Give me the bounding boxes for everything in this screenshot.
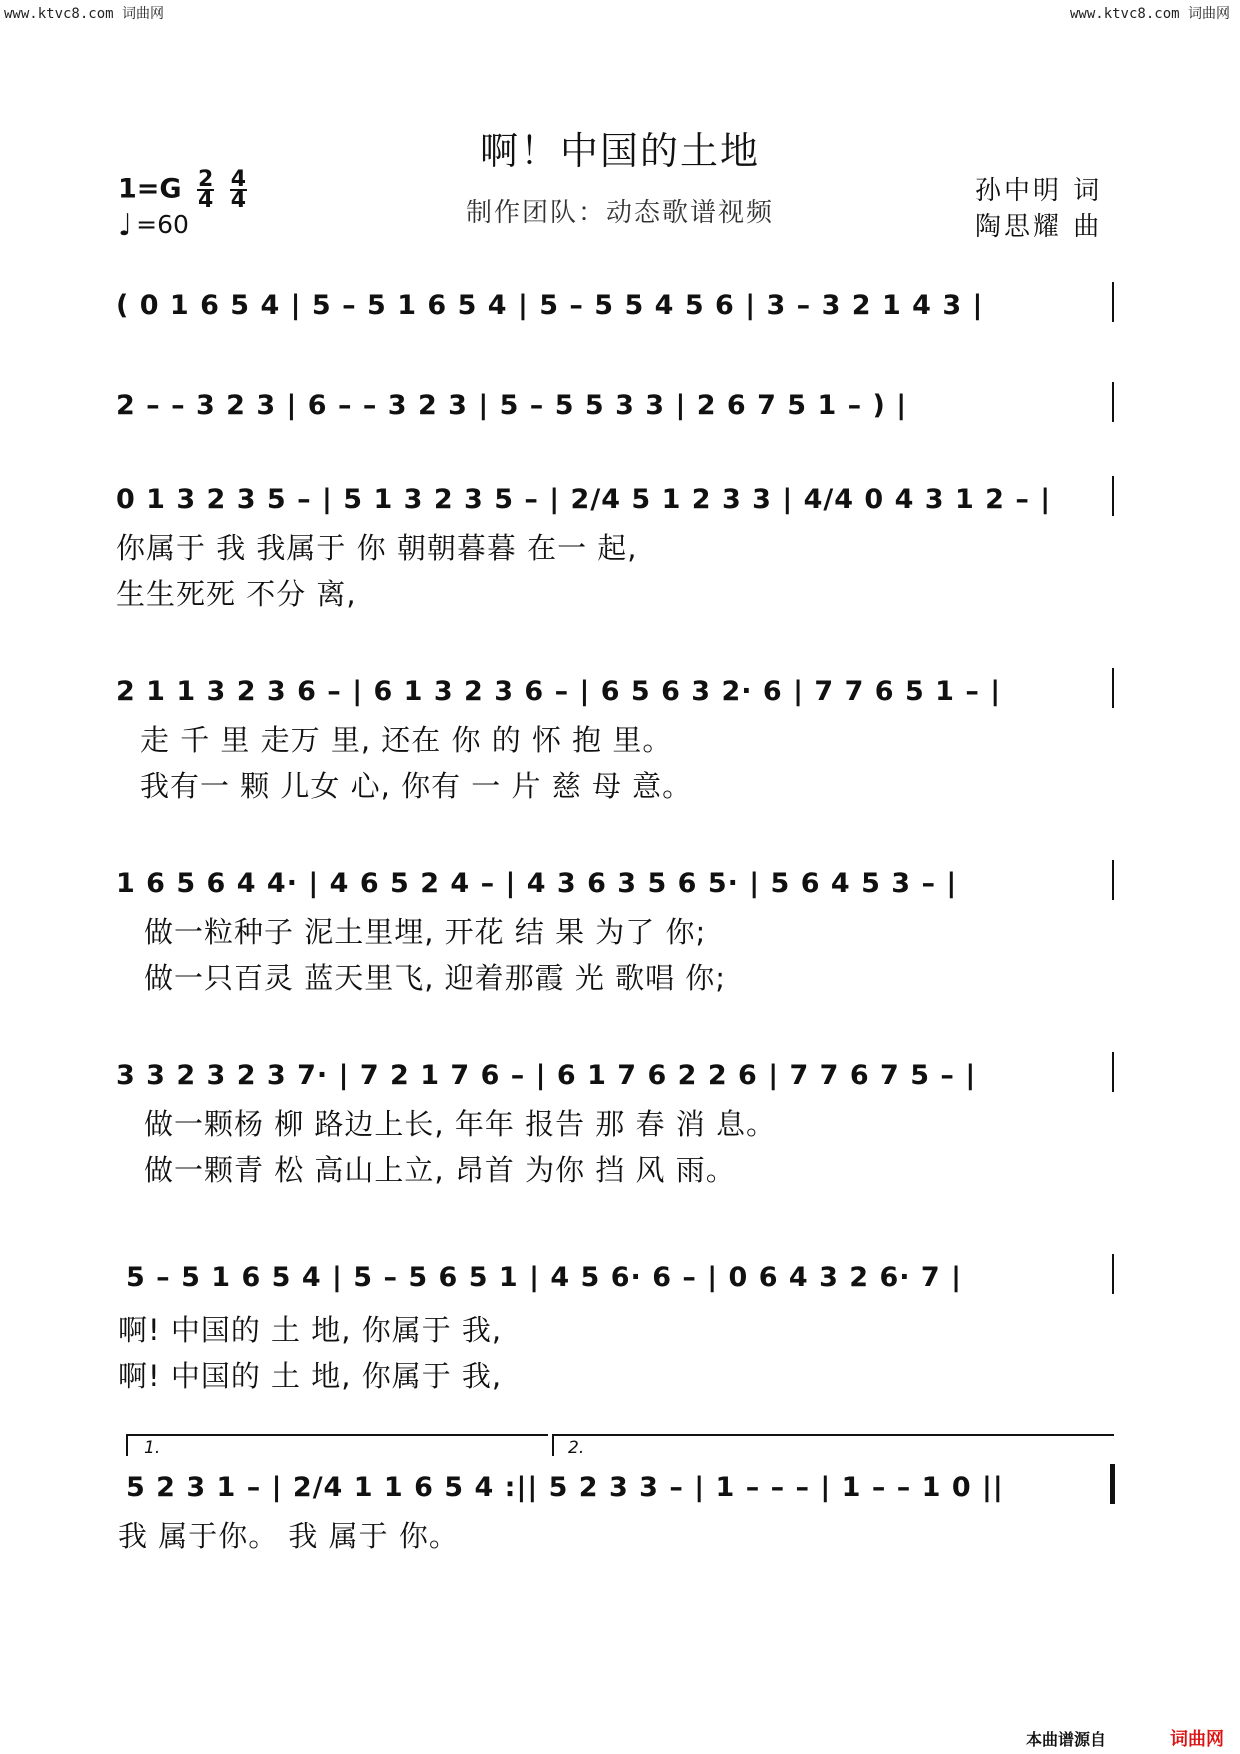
volta-bracket-2 <box>552 1434 1114 1456</box>
staff-system-4: 2 1 1 3 2 3 6 – | 6 1 3 2 3 6 – | 6 5 6 3 2· 6 | 7 7 6 5 1 – | <box>116 676 1002 707</box>
barline <box>1112 1052 1114 1092</box>
staff-system-7: 5 – 5 1 6 5 4 | 5 – 5 6 5 1 | 4 5 6· 6 – | 0 6 4 3 2 6· 7 | <box>126 1262 962 1293</box>
site-url-left[interactable]: www.ktvc8.com 词曲网 <box>4 6 165 22</box>
volta-bracket-1 <box>126 1434 548 1456</box>
staff-system-8: 5 2 3 1 – | 2/4 1 1 6 5 4 :|| 5 2 3 3 – | 1 – – – | 1 – – 1 0 || <box>126 1472 1004 1503</box>
lyric-line: 啊! 中国的 土 地, 你属于 我, <box>118 1313 503 1347</box>
production-team: 制作团队：动态歌谱视频 <box>465 198 774 228</box>
key-signature <box>118 167 247 213</box>
barline <box>1112 668 1114 708</box>
lyric-line: 走 千 里 走万 里, 还在 你 的 怀 抱 里。 <box>140 723 673 757</box>
time-signature-1: $\frac{2}{4}$ <box>197 167 214 213</box>
source-note: 本曲谱源自 <box>1026 1730 1107 1749</box>
staff-system-3: 0 1 3 2 3 5 – | 5 1 3 2 3 5 – | 2/4 5 1 2 3 3 | 4/4 0 4 3 1 2 – | <box>116 484 1052 515</box>
staff-system-1: ( 0 1 6 5 4 | 5 – 5 1 6 5 4 | 5 – 5 5 4 5 6 | 3 – 3 2 1 4 3 | <box>116 290 984 321</box>
volta-number: 1. <box>144 1438 161 1458</box>
composer-credit: 陶思耀 曲 <box>975 212 1103 242</box>
lyric-line: 你属于 我 我属于 你 朝朝暮暮 在一 起, <box>116 531 638 565</box>
barline <box>1112 282 1114 322</box>
volta-number: 2. <box>568 1438 585 1458</box>
barline <box>1112 860 1114 900</box>
key-label: 1=G <box>118 173 182 205</box>
lyric-line: 我 属于你。 我 属于 你。 <box>118 1519 459 1553</box>
lyric-line: 做一粒种子 泥土里埋, 开花 结 果 为了 你; <box>144 915 707 949</box>
lyric-line: 我有一 颗 儿女 心, 你有 一 片 慈 母 意。 <box>140 769 693 803</box>
staff-system-5: 1 6 5 6 4 4· | 4 6 5 2 4 – | 4 3 6 3 5 6 5· | 5 6 4 5 3 – | <box>116 868 958 899</box>
final-barline <box>1110 1464 1115 1504</box>
quarter-note-icon: ♩ <box>118 208 133 243</box>
site-logo[interactable]: 词曲网 <box>1170 1729 1224 1750</box>
barline <box>1112 476 1114 516</box>
time-signature-2: $\frac{4}{4}$ <box>230 167 247 213</box>
barline <box>1112 1254 1114 1294</box>
lyric-line: 做一颗青 松 高山上立, 昂首 为你 挡 风 雨。 <box>144 1153 736 1187</box>
lyric-line: 做一颗杨 柳 路边上长, 年年 报告 那 春 消 息。 <box>144 1107 776 1141</box>
lyric-line: 啊! 中国的 土 地, 你属于 我, <box>118 1359 503 1393</box>
tempo-marking: ♩ =60 <box>118 208 189 243</box>
barline <box>1112 382 1114 422</box>
lyric-line: 做一只百灵 蓝天里飞, 迎着那霞 光 歌唱 你; <box>144 961 727 995</box>
site-url-right[interactable]: www.ktvc8.com 词曲网 <box>1069 6 1230 22</box>
staff-system-6: 3 3 2 3 2 3 7· | 7 2 1 7 6 – | 6 1 7 6 2 2 6 | 7 7 6 7 5 – | <box>116 1060 977 1091</box>
lyricist-credit: 孙中明 词 <box>975 176 1103 206</box>
song-title: 啊！中国的土地 <box>479 129 760 173</box>
lyric-line: 生生死死 不分 离, <box>116 577 357 611</box>
staff-system-2: 2 – – 3 2 3 | 6 – – 3 2 3 | 5 – 5 5 3 3 | 2 6 7 5 1 – ) | <box>116 390 908 421</box>
